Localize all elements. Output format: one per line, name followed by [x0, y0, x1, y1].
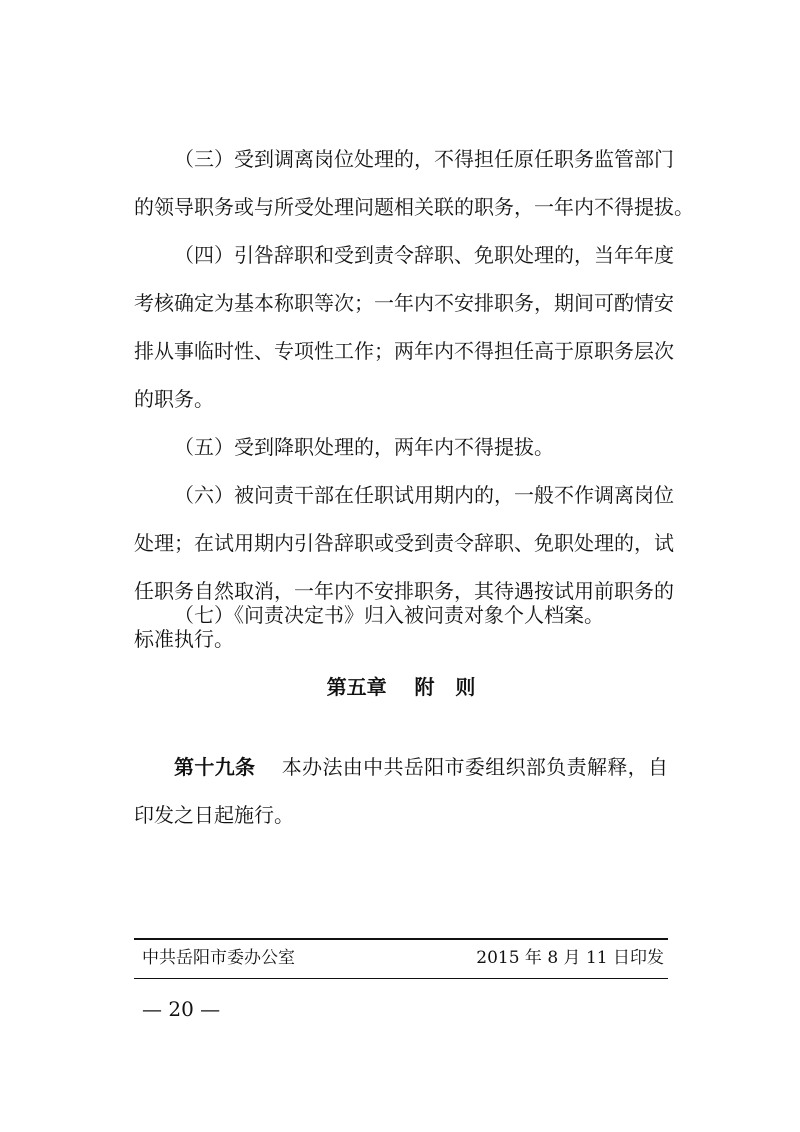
chapter-heading: 第五章 附 则 — [326, 675, 476, 699]
article-19-line-1 — [174, 753, 668, 781]
paragraph-item-5-line-1: （五）受到降职处理的，两年内不得提拔。 — [174, 435, 554, 459]
paragraph-item-6-line-3: 任职务自然取消，一年内不安排职务，其待遇按试用前职务的 — [134, 579, 674, 603]
footer-top-rule — [134, 938, 668, 940]
article-19-line-2: 印发之日起施行。 — [134, 803, 294, 827]
paragraph-item-4-line-4: 的职务。 — [134, 387, 214, 411]
article-19-title: 第十九条 — [174, 755, 256, 779]
footer-issuer: 中共岳阳市委办公室 — [142, 948, 295, 968]
paragraph-item-4-line-1: （四）引咎辞职和受到责令辞职、免职处理的，当年年度 — [174, 243, 674, 267]
paragraph-item-6-line-1: （六）被问责干部在任职试用期内的，一般不作调离岗位 — [174, 483, 674, 507]
paragraph-item-3-line-1: （三）受到调离岗位处理的，不得担任原任职务监管部门 — [174, 147, 674, 171]
page-number: — 20 — — [142, 997, 221, 1021]
paragraph-item-4-line-2: 考核确定为基本称职等次；一年内不安排职务，期间可酌情安 — [134, 291, 674, 315]
paragraph-item-6-line-2: 处理；在试用期内引咎辞职或受到责令辞职、免职处理的，试 — [134, 531, 674, 555]
article-19-text: 本办法由中共岳阳市委组织部负责解释，自 — [281, 755, 669, 779]
paragraph-item-7-line-1: （七）《问责决定书》归入被问责对象个人档案。 — [174, 603, 604, 627]
paragraph-item-4-line-3: 排从事临时性、专项性工作；两年内不得担任高于原职务层次 — [134, 339, 674, 363]
footer-bottom-rule — [134, 978, 668, 979]
paragraph-item-6-line-4: 标准执行。 — [134, 627, 234, 651]
footer-issue-date: 2015 年 8 月 11 日印发 — [476, 948, 664, 968]
paragraph-item-3-line-2: 的领导职务或与所受处理问题相关联的职务，一年内不得提拔。 — [134, 195, 694, 219]
